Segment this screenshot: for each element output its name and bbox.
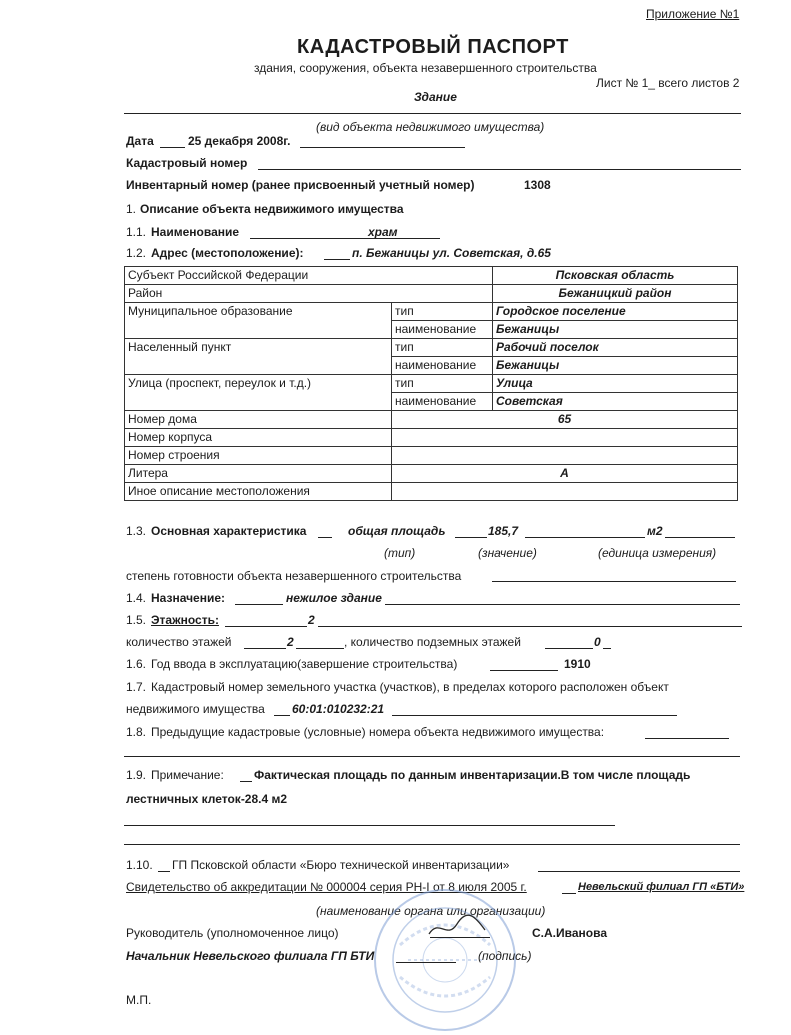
address-value: п. Бежаницы ул. Советская, д.65 [352,246,551,260]
table-row [125,483,738,501]
table-row [125,267,738,285]
signature-line-2 [396,962,456,963]
note-line-c [124,844,740,845]
purpose-label: Назначение: [151,591,226,605]
municipal-type-value: Городское поселение [493,303,738,321]
object-type-value: Здание [414,90,457,104]
main-char-value: 185,7 [488,524,519,538]
settlement-label: Населенный пункт [125,339,392,375]
document-title: КАДАСТРОВЫЙ ПАСПОРТ [297,36,569,58]
org-certificate: Свидетельство об аккредитации № 000004 серия РН-I от 8 июля 2005 г. [126,880,527,894]
street-type-value: Улица [493,375,738,393]
date-value: 25 декабря 2008г. [188,134,291,148]
structure-value [392,447,738,465]
prev-label: Предыдущие кадастровые (условные) номера объекта недвижимого имущества: [151,725,605,739]
main-char-line-d [665,537,735,538]
table-row [125,339,738,357]
org-caption: (наименование органа или организации) [316,904,546,918]
street-type-label: тип [392,375,493,393]
municipal-name-value: Бежаницы [493,321,738,339]
table-row [125,303,738,321]
note-value-2: лестничных клеток-28.4 м2 [126,792,288,806]
letter-value: А [392,465,738,483]
head-name: С.А.Иванова [532,926,607,940]
floors-label: Этажность: [151,613,219,627]
cadastral-line [258,169,741,170]
caption-type: (тип) [384,546,416,560]
land-label: Кадастровый номер земельного участка (участков), в пределах которого расположен объект [151,680,669,694]
date-label: Дата [126,134,154,148]
street-name-label: наименование [392,393,493,411]
org-number: 1.10. [126,858,153,872]
land-value: 60:01:010232:21 [292,702,385,716]
street-name-value: Советская [493,393,738,411]
cadastral-label: Кадастровый номер [126,156,248,170]
settlement-name-value: Бежаницы [493,357,738,375]
note-line [240,781,252,782]
floors-count-value: 2 [287,635,294,649]
main-char-number: 1.3. [126,524,147,538]
prev-line-a [645,738,729,739]
object-type-caption: (вид объекта недвижимого имущества) [316,120,545,134]
table-row [125,285,738,303]
note-value: Фактическая площадь по данным инвентаризации.В том числе площадь [254,768,691,782]
district-value: Бежаницкий район [493,285,738,303]
signature-caption: (подпись) [478,949,532,963]
address-line-left [324,259,350,260]
main-char-label: Основная характеристика [151,524,307,538]
date-line-left [160,147,185,148]
table-row [125,447,738,465]
org-line-b [538,871,740,872]
underground-value: 0 [594,635,601,649]
note-label: Примечание: [151,768,224,782]
municipal-type-label: тип [392,303,493,321]
building-label: Номер корпуса [125,429,392,447]
address-number: 1.2. [126,246,147,260]
prev-line-b [124,756,740,757]
district-label: Район [125,285,493,303]
floors-line-b [318,626,742,627]
underground-line-b [603,648,611,649]
main-char-unit: м2 [647,524,663,538]
underground-line-a [545,648,593,649]
head-position: Начальник Невельского филиала ГП БТИ [126,949,375,963]
settlement-type-value: Рабочий поселок [493,339,738,357]
main-char-line-c [525,537,645,538]
name-label: Наименование [151,225,240,239]
name-number: 1.1. [126,225,147,239]
sheet-counter: Лист № 1_ всего листов 2 [596,76,740,90]
section1-title: Описание объекта недвижимого имущества [140,202,404,216]
other-value [392,483,738,501]
section1-number: 1. [126,202,137,216]
floors-line-a [225,626,307,627]
house-value: 65 [392,411,738,429]
address-label: Адрес (местоположение): [151,246,304,260]
land-line-a [274,715,290,716]
underground-label: , количество подземных этажей [344,635,521,649]
main-char-line-a [318,537,332,538]
land-label-2: недвижимого имущества [126,702,265,716]
caption-value: (значение) [478,546,537,560]
settlement-type-label: тип [392,339,493,357]
purpose-value: нежилое здание [286,591,382,605]
name-line [250,238,440,239]
settlement-name-label: наименование [392,357,493,375]
year-number: 1.6. [126,657,147,671]
note-number: 1.9. [126,768,147,782]
floors-count-label: количество этажей [126,635,232,649]
floors-number: 1.5. [126,613,147,627]
caption-unit: (единица измерения) [598,546,717,560]
house-label: Номер дома [125,411,392,429]
letter-label: Литера [125,465,392,483]
head-label: Руководитель (уполномоченное лицо) [126,926,339,940]
table-row [125,465,738,483]
org-line-a [158,871,170,872]
purpose-number: 1.4. [126,591,147,605]
signature-line [430,937,490,938]
date-line-right [300,147,465,148]
org-name: ГП Псковской области «Бюро технической инвентаризации» [172,858,510,872]
subject-label: Субъект Российской Федерации [125,267,493,285]
readiness-line [492,581,736,582]
subject-value: Псковская область [493,267,738,285]
floors-value: 2 [308,613,315,627]
object-type-line [124,113,741,114]
inventory-value: 1308 [524,178,551,192]
year-label: Год ввода в эксплуатацию(завершение строительства) [151,657,458,671]
prev-number: 1.8. [126,725,147,739]
address-table [124,266,738,501]
inventory-label: Инвентарный номер (ранее присвоенный учетный номер) [126,178,475,192]
seal-label: М.П. [126,993,152,1007]
table-row [125,429,738,447]
floors-count-line-b [296,648,344,649]
appendix-label: Приложение №1 [646,7,740,21]
floors-count-line-a [244,648,286,649]
table-row [125,411,738,429]
building-value [392,429,738,447]
note-line-b [124,825,615,826]
street-label: Улица (проспект, переулок и т.д.) [125,375,392,411]
org-branch: Невельский филиал ГП «БТИ» [578,881,745,893]
purpose-line-a [235,604,283,605]
table-row [125,375,738,393]
org-line-c [562,893,576,894]
document-subtitle: здания, сооружения, объекта незавершенного строительства [254,61,597,75]
land-line-b [392,715,677,716]
main-char-line-b [455,537,487,538]
year-line [490,670,558,671]
readiness-label: степень готовности объекта незавершенного строительства [126,569,462,583]
municipal-label: Муниципальное образование [125,303,392,339]
structure-label: Номер строения [125,447,392,465]
other-label: Иное описание местоположения [125,483,392,501]
municipal-name-label: наименование [392,321,493,339]
name-value: храм [368,225,398,239]
main-char-type: общая площадь [348,524,446,538]
purpose-line-b [385,604,740,605]
land-number: 1.7. [126,680,147,694]
year-value: 1910 [564,657,591,671]
